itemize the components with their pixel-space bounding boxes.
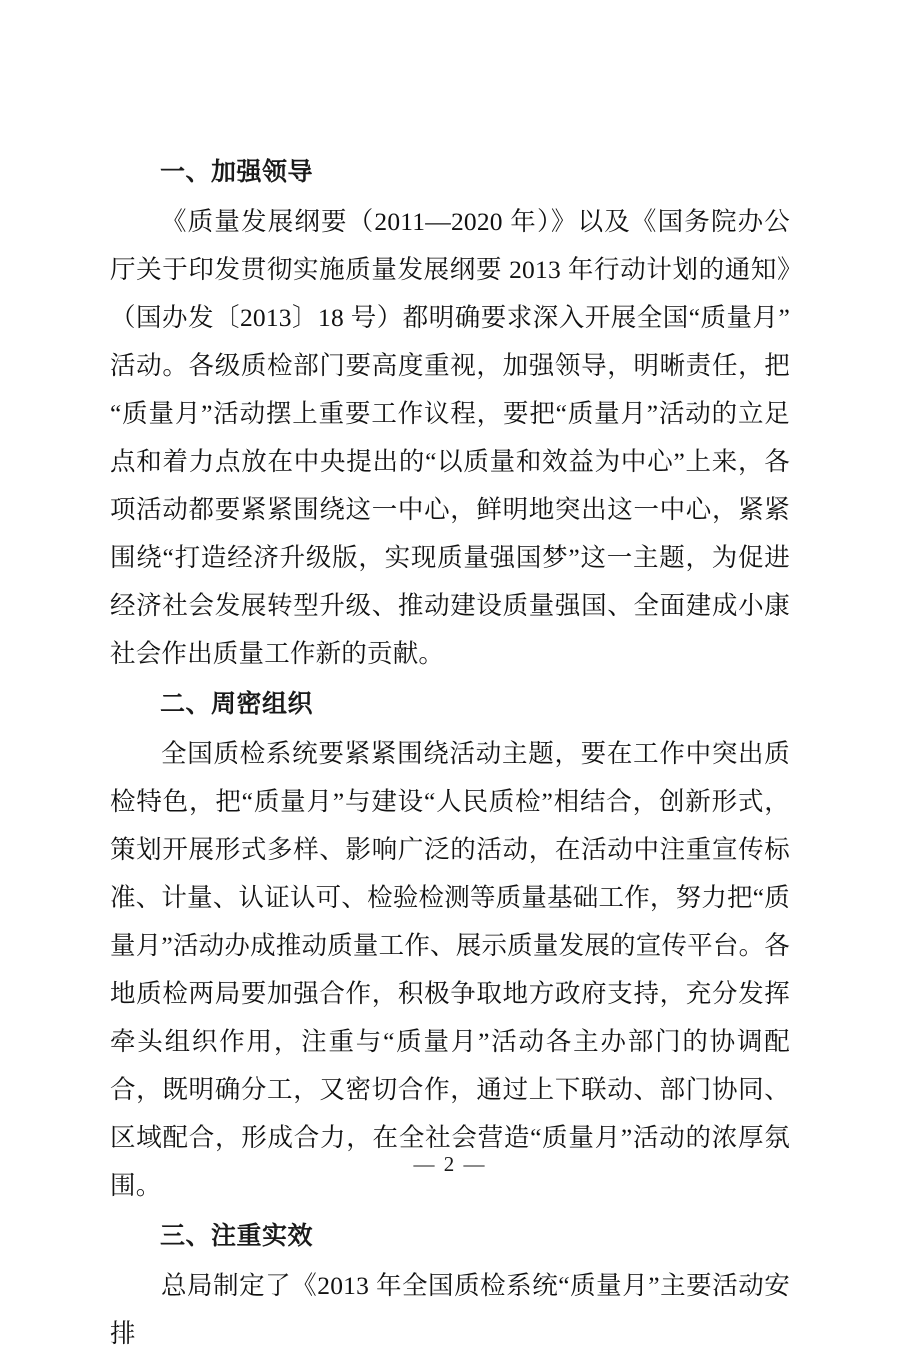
section-jiaqiang-lingdao bbox=[110, 148, 790, 678]
section-zhoumi-zuzhi bbox=[110, 680, 790, 1210]
page-number: — 2 — bbox=[413, 1152, 487, 1176]
section-paragraph: 《质量发展纲要（2011—2020 年）》以及《国务院办公厅关于印发贯彻实施质量发展纲要 2013 年行动计划的通知》（国办发〔2013〕18 号）都明确要求深入开展全国“质量月”活动。各级质检部门要高度重视，加强领导，明晰责任，把“质量月”活动摆上重要工作议程，要把“质量月”活动的立足点和着力点放在中央提出的“以质量和效益为中心”上来，各项活动都要紧紧围绕这一中心，鲜明地突出这一中心，紧紧围绕“打造经济升级版，实现质量强国梦”这一主题，为促进经济社会发展转型升级、推动建设质量强国、全面建成小康社会作出质量工作新的贡献。 bbox=[110, 207, 790, 668]
section-heading: 一、加强领导 bbox=[160, 157, 314, 186]
section-paragraph: 全国质检系统要紧紧围绕活动主题，要在工作中突出质检特色，把“质量月”与建设“人民质检”相结合，创新形式，策划开展形式多样、影响广泛的活动，在活动中注重宣传标准、计量、认证认可、检验检测等质量基础工作，努力把“质量月”活动办成推动质量工作、展示质量发展的宣传平台。各地质检两局要加强合作，积极争取地方政府支持，充分发挥牵头组织作用，注重与“质量月”活动各主办部门的协调配合，既明确分工，又密切合作，通过上下联动、部门协同、区域配合，形成合力，在全社会营造“质量月”活动的浓厚氛围。 bbox=[110, 739, 790, 1200]
section-heading: 二、周密组织 bbox=[160, 689, 314, 718]
section-zhuzhong-shixiao bbox=[110, 1212, 790, 1358]
section-heading: 三、注重实效 bbox=[160, 1221, 314, 1250]
section-paragraph: 总局制定了《2013 年全国质检系统“质量月”主要活动安排 bbox=[110, 1271, 790, 1348]
